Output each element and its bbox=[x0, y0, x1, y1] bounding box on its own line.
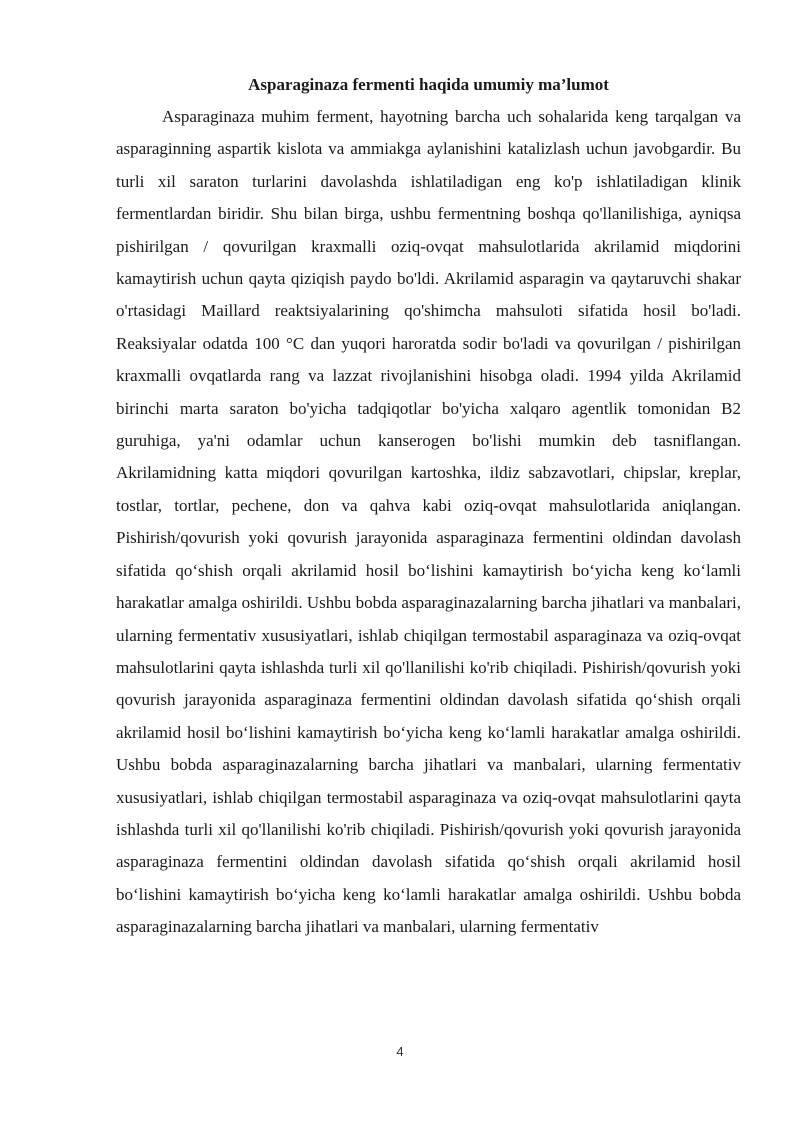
document-page bbox=[116, 74, 741, 944]
page-number: 4 bbox=[396, 1044, 404, 1059]
body-paragraph: Asparaginaza muhim ferment, hayotning barcha uch sohalarida keng tarqalgan va asparaginning aspartik kislota va ammiakga aylanishini katalizlash uchun javobgardir. Bu turli xil saraton turlarini davolashda ishlatiladigan eng ko'p ishlatiladigan klinik fermentlardan biridir. Shu bilan birga, ushbu fermentning boshqa qo'llanilishiga, ayniqsa pishirilgan / qovurilgan kraxmalli oziq-ovqat mahsulotlarida akrilamid miqdorini kamaytirish uchun qayta qiziqish paydo bo'ldi. Akrilamid asparagin va qaytaruvchi shakar o'rtasidagi Maillard reaktsiyalarining qo'shimcha mahsuloti sifatida hosil bo'ladi. Reaksiyalar odatda 100 °C dan yuqori haroratda sodir bo'ladi va qovurilgan / pishirilgan kraxmalli ovqatlarda rang va lazzat rivojlanishini hisobga oladi. 1994 yilda Akrilamid birinchi marta saraton bo'yicha tadqiqotlar bo'yicha xalqaro agentlik tomonidan B2 guruhiga, ya'ni odamlar uchun kanserogen bo'lishi mumkin deb tasniflangan. Akrilamidning katta miqdori qovurilgan kartoshka, ildiz sabzavotlari, chipslar, kreplar, tostlar, tortlar, pechene, don va qahva kabi oziq-ovqat mahsulotlarida aniqlangan. Pishirish/qovurish yoki qovurish jarayonida asparaginaza fermentini oldindan davolash sifatida qo‘shish orqali akrilamid hosil bo‘lishini kamaytirish bo‘yicha keng ko‘lamli harakatlar amalga oshirildi. Ushbu bobda asparaginazalarning barcha jihatlari va manbalari, ularning fermentativ xususiyatlari, ishlab chiqilgan termostabil asparaginaza va oziq-ovqat mahsulotlarini qayta ishlashda turli xil qo'llanilishi ko'rib chiqiladi. Pishirish/qovurish yoki qovurish jarayonida asparaginaza fermentini oldindan davolash sifatida qo‘shish orqali akrilamid hosil bo‘lishini kamaytirish bo‘yicha keng ko‘lamli harakatlar amalga oshirildi. Ushbu bobda asparaginazalarning barcha jihatlari va manbalari, ularning fermentativ xususiyatlari, ishlab chiqilgan termostabil asparaginaza va oziq-ovqat mahsulotlarini qayta ishlashda turli xil qo'llanilishi ko'rib chiqiladi. Pishirish/qovurish yoki qovurish jarayonida asparaginaza fermentini oldindan davolash sifatida qo‘shish orqali akrilamid hosil bo‘lishini kamaytirish bo‘yicha keng ko‘lamli harakatlar amalga oshirildi. Ushbu bobda asparaginazalarning barcha jihatlari va manbalari, ularning fermentativ bbox=[116, 107, 741, 937]
document-title: Asparaginaza fermenti haqida umumiy ma’lumot bbox=[248, 75, 609, 94]
